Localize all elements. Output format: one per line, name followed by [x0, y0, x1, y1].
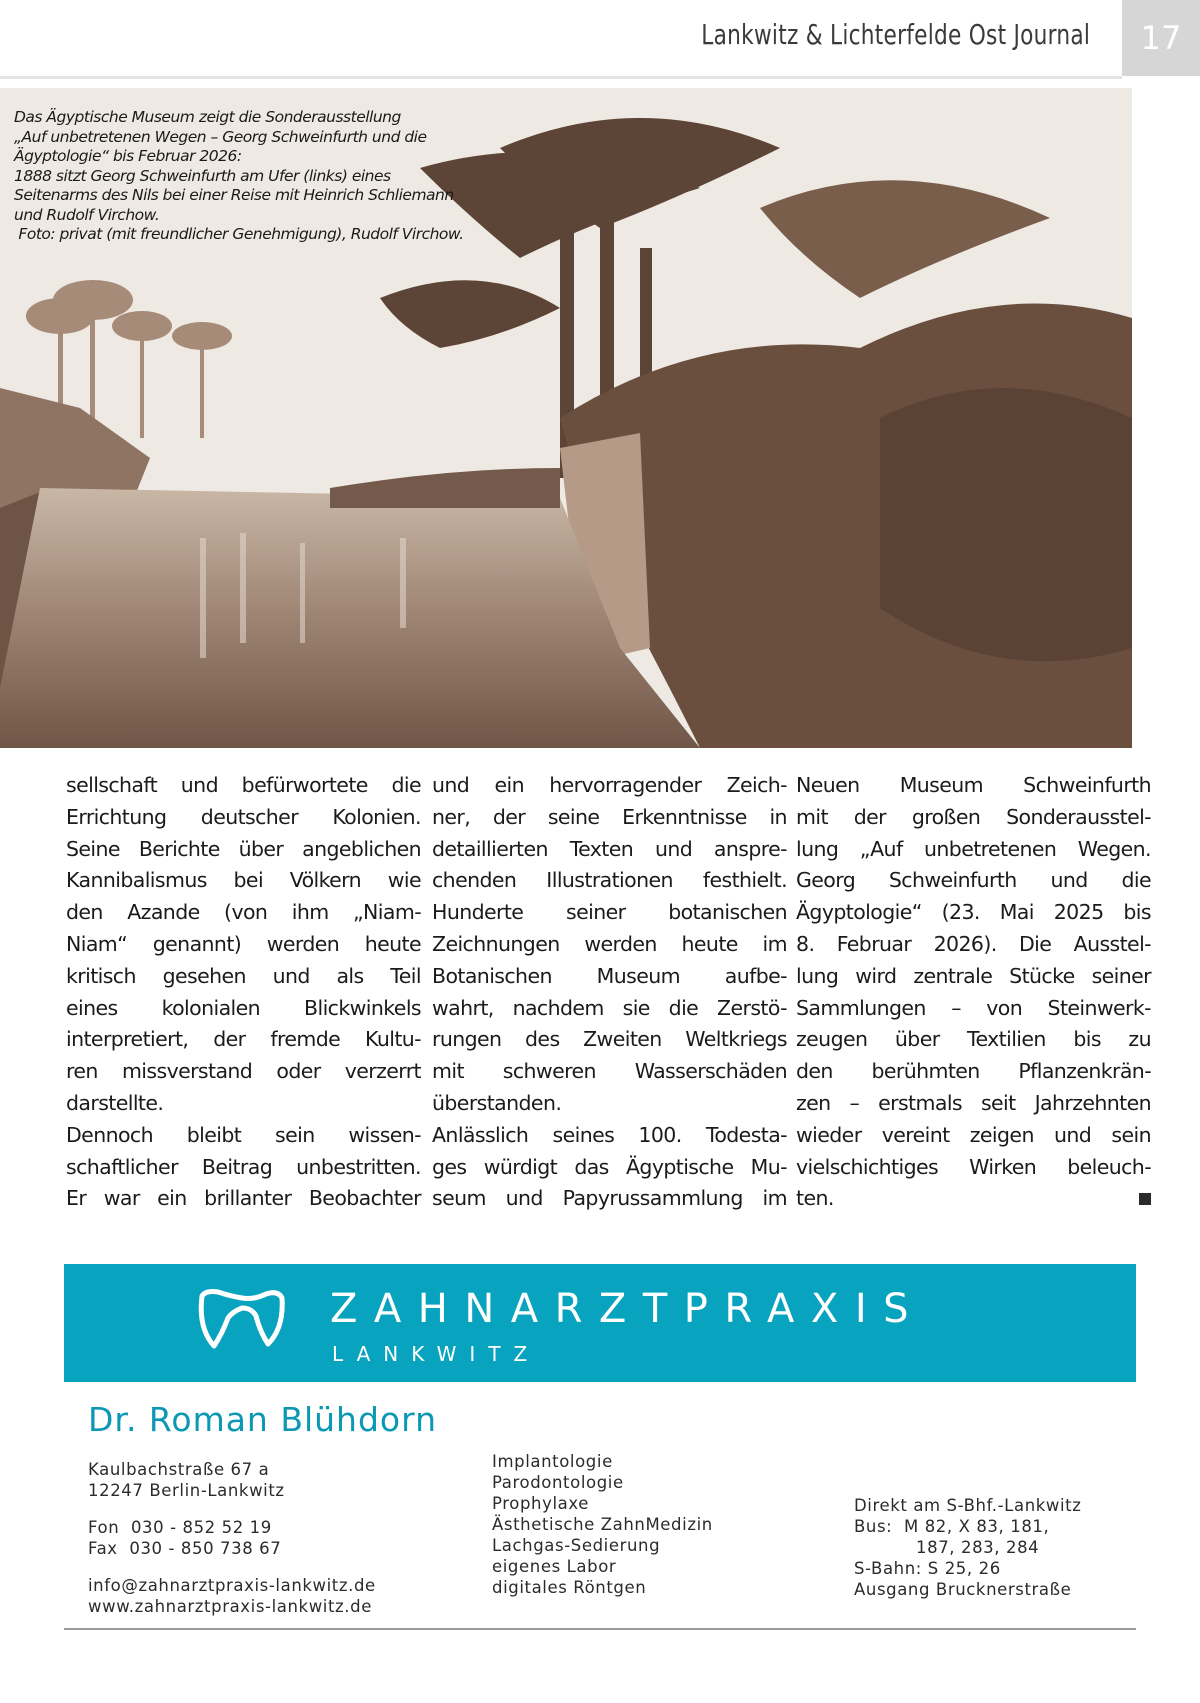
word: heute	[681, 931, 738, 956]
word: 100.	[638, 1122, 682, 1147]
word: Mu-	[750, 1154, 787, 1179]
text-line	[432, 1120, 787, 1152]
word: brillanter	[204, 1186, 292, 1211]
word: kolonialen	[161, 995, 261, 1020]
text-line	[432, 770, 787, 802]
word: der	[213, 1027, 246, 1052]
word: missverstand	[121, 1059, 253, 1084]
word: den	[66, 900, 103, 925]
word: der	[492, 804, 526, 829]
text-line	[432, 929, 787, 961]
word: als	[336, 963, 364, 988]
fax-line: Fax 030 - 850 738 67	[88, 1539, 282, 1558]
word: wird	[855, 963, 897, 988]
word: lung	[796, 963, 839, 988]
word: Sonderausstel-	[1006, 804, 1151, 829]
word: Wasserschäden	[634, 1059, 787, 1084]
word: Steinwerk-	[1047, 995, 1151, 1020]
word: zeigen	[969, 1122, 1034, 1147]
text-line	[432, 897, 787, 929]
word: gesehen	[162, 963, 246, 988]
spacer	[88, 1559, 376, 1575]
word: wie	[387, 868, 421, 893]
word: schweren	[502, 1059, 596, 1084]
word: detaillierten	[432, 836, 548, 861]
word: werden	[266, 931, 340, 956]
word: seines	[552, 1122, 615, 1147]
word: ner,	[432, 804, 471, 829]
word: der	[853, 804, 886, 829]
word: Beobachter	[308, 1186, 421, 1211]
word: das	[574, 1154, 609, 1179]
word: chenden	[432, 868, 517, 893]
word: (von	[224, 900, 268, 925]
text-line	[432, 1056, 787, 1088]
text-line	[796, 1024, 1151, 1056]
word: Kolonien.	[332, 804, 421, 829]
word: Februar	[836, 931, 912, 956]
article-column-1	[66, 770, 421, 1215]
word: lung	[796, 836, 839, 861]
word: seiner	[1091, 963, 1151, 988]
word: und	[1050, 868, 1088, 893]
word: (23.	[941, 900, 980, 925]
word: aufbe-	[724, 963, 787, 988]
article-column-3	[796, 770, 1151, 1215]
word: Zweiten	[583, 1027, 662, 1052]
word: seum	[432, 1186, 486, 1211]
transport-line: 187, 283, 284	[916, 1538, 1040, 1557]
text-line: darstellte.	[66, 1090, 164, 1115]
website-link[interactable]: www.zahnarztpraxis-lankwitz.de	[88, 1597, 372, 1616]
text-line	[432, 1024, 787, 1056]
word: wahrt,	[432, 995, 494, 1020]
word: Beitrag	[201, 1154, 273, 1179]
contact-info	[88, 1459, 376, 1617]
word: den	[796, 1059, 833, 1084]
word: großen	[911, 804, 981, 829]
word: Zeichnungen	[432, 931, 560, 956]
text-line	[796, 993, 1151, 1025]
text-line	[796, 1088, 1151, 1120]
service-item: digitales Röntgen	[492, 1578, 647, 1597]
text-line	[66, 802, 421, 834]
word: bleibt	[186, 1122, 242, 1147]
caption-line: „Auf unbetretenen Wegen – Georg Schweinfurth und die	[14, 127, 427, 146]
word: „Auf	[859, 836, 903, 861]
text-line	[66, 1024, 421, 1056]
service-item: Lachgas-Sedierung	[492, 1536, 661, 1555]
word: zeugen	[796, 1027, 868, 1052]
word: über	[894, 1027, 940, 1052]
text-line	[796, 1056, 1151, 1088]
word: –	[849, 1090, 860, 1115]
word: Seine	[66, 836, 120, 861]
word: rungen	[432, 1027, 502, 1052]
email-link[interactable]: info@zahnarztpraxis-lankwitz.de	[88, 1576, 376, 1595]
brand-location: LANKWITZ	[332, 1342, 541, 1366]
word: verzerrt	[344, 1059, 421, 1084]
word: und	[505, 1186, 543, 1211]
service-item: Implantologie	[492, 1452, 613, 1471]
word: in	[769, 804, 787, 829]
word: ges	[432, 1154, 467, 1179]
word: Anlässlich	[432, 1122, 529, 1147]
header-divider	[0, 76, 1122, 79]
word: seiner	[566, 900, 626, 925]
word: von	[986, 995, 1023, 1020]
services-list	[492, 1451, 713, 1598]
word: befürwortete	[241, 773, 368, 797]
word: wissen-	[348, 1122, 421, 1147]
text-line	[66, 1183, 421, 1215]
word: Berichte	[138, 836, 220, 861]
caption-line: und Rudolf Virchow.	[14, 205, 160, 224]
service-item: eigenes Labor	[492, 1557, 617, 1576]
service-item: Ästhetische ZahnMedizin	[492, 1515, 713, 1534]
word: Völkern	[289, 868, 362, 893]
word: Papyrussammlung	[562, 1186, 743, 1211]
text-line	[432, 1183, 787, 1215]
text-line	[796, 961, 1151, 993]
word: sein	[275, 1122, 315, 1147]
address-line: 12247 Berlin-Lankwitz	[88, 1481, 285, 1500]
word: Niam“	[66, 931, 128, 956]
word: Texten	[569, 836, 634, 861]
word: bis	[1073, 1027, 1101, 1052]
word: interpretiert,	[66, 1027, 189, 1052]
word: ren	[66, 1059, 98, 1084]
word: und	[654, 836, 693, 861]
article-column-2	[432, 770, 787, 1215]
word: Neuen	[796, 773, 860, 797]
word: zentrale	[913, 963, 993, 988]
word: angeblichen	[302, 836, 421, 861]
word: schaftlicher	[66, 1154, 178, 1179]
word: Errichtung	[66, 804, 167, 829]
text-line	[796, 770, 1151, 802]
word: 2026).	[933, 931, 997, 956]
word: bis	[1123, 900, 1151, 925]
word: Textilien	[967, 1027, 1046, 1052]
text-line	[432, 834, 787, 866]
word: Zerstö-	[717, 995, 787, 1020]
ad-bottom-divider	[64, 1628, 1136, 1630]
word: Wirken	[969, 1154, 1037, 1179]
text-line	[432, 961, 787, 993]
text-line	[66, 865, 421, 897]
text-line	[66, 834, 421, 866]
word: Museum	[899, 773, 984, 797]
word: Teil	[390, 963, 421, 988]
word: fremde	[270, 1027, 341, 1052]
service-item: Parodontologie	[492, 1473, 624, 1492]
word: Erkenntnisse	[622, 804, 747, 829]
word: Dennoch	[66, 1122, 153, 1147]
word: Zeich-	[726, 773, 787, 797]
word: und	[272, 963, 310, 988]
word: „Niam-	[353, 900, 421, 925]
word: Die	[1019, 931, 1052, 956]
word: war	[103, 1186, 140, 1211]
word: seit	[980, 1090, 1016, 1115]
word: zen	[796, 1090, 831, 1115]
word: Wegen.	[1077, 836, 1151, 861]
word: mit	[796, 804, 828, 829]
word: Jahrzehnten	[1034, 1090, 1151, 1115]
text-line	[796, 834, 1151, 866]
word: ein	[494, 773, 524, 797]
word: Hunderte	[432, 900, 524, 925]
word: Azande	[127, 900, 200, 925]
word: genannt)	[152, 931, 242, 956]
text-line	[66, 1056, 421, 1088]
text-line	[66, 929, 421, 961]
text-line	[432, 993, 787, 1025]
phone-line: Fon 030 - 852 52 19	[88, 1518, 272, 1537]
transport-line: Bus: M 82, X 83, 181,	[854, 1517, 1050, 1536]
word: heute	[364, 931, 421, 956]
transport-line: Ausgang Brucknerstraße	[854, 1580, 1072, 1599]
text-line	[66, 1152, 421, 1184]
word: im	[762, 931, 787, 956]
word: eines	[66, 995, 118, 1020]
word: nachdem	[512, 995, 604, 1020]
word: des	[525, 1027, 560, 1052]
word: erstmals	[878, 1090, 963, 1115]
word: Botanischen	[432, 963, 552, 988]
word: und	[1054, 1122, 1092, 1147]
word: Kannibalismus	[66, 868, 207, 893]
word: und	[180, 773, 218, 797]
word: Blickwinkels	[304, 995, 421, 1020]
word: botanischen	[668, 900, 787, 925]
word: festhielt.	[702, 868, 787, 893]
word: würdigt	[483, 1154, 558, 1179]
word: Todesta-	[705, 1122, 787, 1147]
text-line	[796, 929, 1151, 961]
transport-line: S-Bahn: S 25, 26	[854, 1559, 1001, 1578]
word: Pflanzenkrän-	[1018, 1059, 1151, 1084]
word: berühmten	[871, 1059, 980, 1084]
tooth-logo-icon	[194, 1284, 294, 1354]
word: Illustrationen	[546, 868, 673, 893]
word: –	[951, 995, 961, 1020]
word: Weltkriegs	[685, 1027, 787, 1052]
word: vielschichtiges	[796, 1154, 939, 1179]
word: werden	[584, 931, 657, 956]
word: Georg	[796, 868, 856, 893]
word: im	[762, 1186, 787, 1211]
word: Ägyptische	[625, 1154, 734, 1179]
word: Mai	[999, 900, 1034, 925]
page-number: 17	[1122, 0, 1200, 76]
text-line	[66, 961, 421, 993]
word: die	[1121, 868, 1151, 893]
word: deutscher	[200, 804, 299, 829]
transport-info	[854, 1495, 1082, 1600]
word: unbestritten.	[296, 1154, 421, 1179]
word: und	[432, 773, 470, 797]
word: Er	[66, 1186, 87, 1211]
word: Kultu-	[365, 1027, 421, 1052]
caption-line: 1888 sitzt Georg Schweinfurth am Ufer (links) eines	[14, 166, 391, 185]
word: ein	[157, 1186, 187, 1211]
text-line	[796, 1120, 1151, 1152]
text-line	[66, 1120, 421, 1152]
photo-caption	[14, 108, 534, 245]
word: hervorragender	[549, 773, 702, 797]
service-item: Prophylaxe	[492, 1494, 589, 1513]
word: Schweinfurth	[1023, 773, 1151, 797]
journal-title: Lankwitz & Lichterfelde Ost Journal	[701, 18, 1090, 51]
word: mit	[432, 1059, 464, 1084]
word: Ausstel-	[1073, 931, 1151, 956]
word: Ägyptologie“	[796, 900, 922, 925]
text-line	[432, 1152, 787, 1184]
word: Museum	[596, 963, 680, 988]
word: ihm	[291, 900, 329, 925]
word: Stücke	[1009, 963, 1075, 988]
text-line: überstanden.	[432, 1090, 562, 1115]
spacer	[88, 1501, 376, 1517]
word: 2025	[1053, 900, 1104, 925]
word: die	[668, 995, 699, 1020]
word: oder	[276, 1059, 321, 1084]
word: sie	[622, 995, 650, 1020]
word: die	[391, 773, 421, 797]
word: vereint	[881, 1122, 950, 1147]
caption-line: Das Ägyptische Museum zeigt die Sonderausstellung	[14, 108, 401, 126]
caption-line: Foto: privat (mit freundlicher Genehmigung), Rudolf Virchow.	[14, 225, 464, 243]
transport-line: Direkt am S-Bhf.-Lankwitz	[854, 1496, 1082, 1515]
doctor-name: Dr. Roman Blühdorn	[88, 1400, 438, 1439]
word: beleuch-	[1067, 1154, 1151, 1179]
word: zu	[1128, 1027, 1151, 1052]
word: seine	[547, 804, 600, 829]
text-line	[796, 897, 1151, 929]
word: wieder	[796, 1122, 862, 1147]
word: 8.	[796, 931, 815, 956]
text-line	[66, 770, 421, 802]
caption-line: Seitenarms des Nils bei einer Reise mit Heinrich Schliemann	[14, 186, 454, 204]
word: sellschaft	[66, 773, 158, 797]
word: Schweinfurth	[888, 868, 1017, 893]
text-line	[432, 802, 787, 834]
word: kritisch	[66, 963, 136, 988]
ad-banner	[64, 1264, 1136, 1382]
text-line	[796, 1152, 1151, 1184]
brand-name: ZAHNARZTPRAXIS	[330, 1286, 926, 1332]
text-line: ten.	[796, 1186, 834, 1211]
word: über	[238, 836, 284, 861]
text-line	[796, 802, 1151, 834]
word: sein	[1111, 1122, 1151, 1147]
text-line	[66, 897, 421, 929]
text-line	[66, 993, 421, 1025]
caption-line: Ägyptologie“ bis Februar 2026:	[14, 147, 242, 165]
word: unbetretenen	[924, 836, 1057, 861]
address-line: Kaulbachstraße 67 a	[88, 1460, 270, 1479]
word: anspre-	[713, 836, 787, 861]
text-line	[432, 865, 787, 897]
word: bei	[233, 868, 264, 893]
end-mark-icon	[1139, 1193, 1151, 1205]
text-line	[796, 865, 1151, 897]
word: Sammlungen	[796, 995, 926, 1020]
